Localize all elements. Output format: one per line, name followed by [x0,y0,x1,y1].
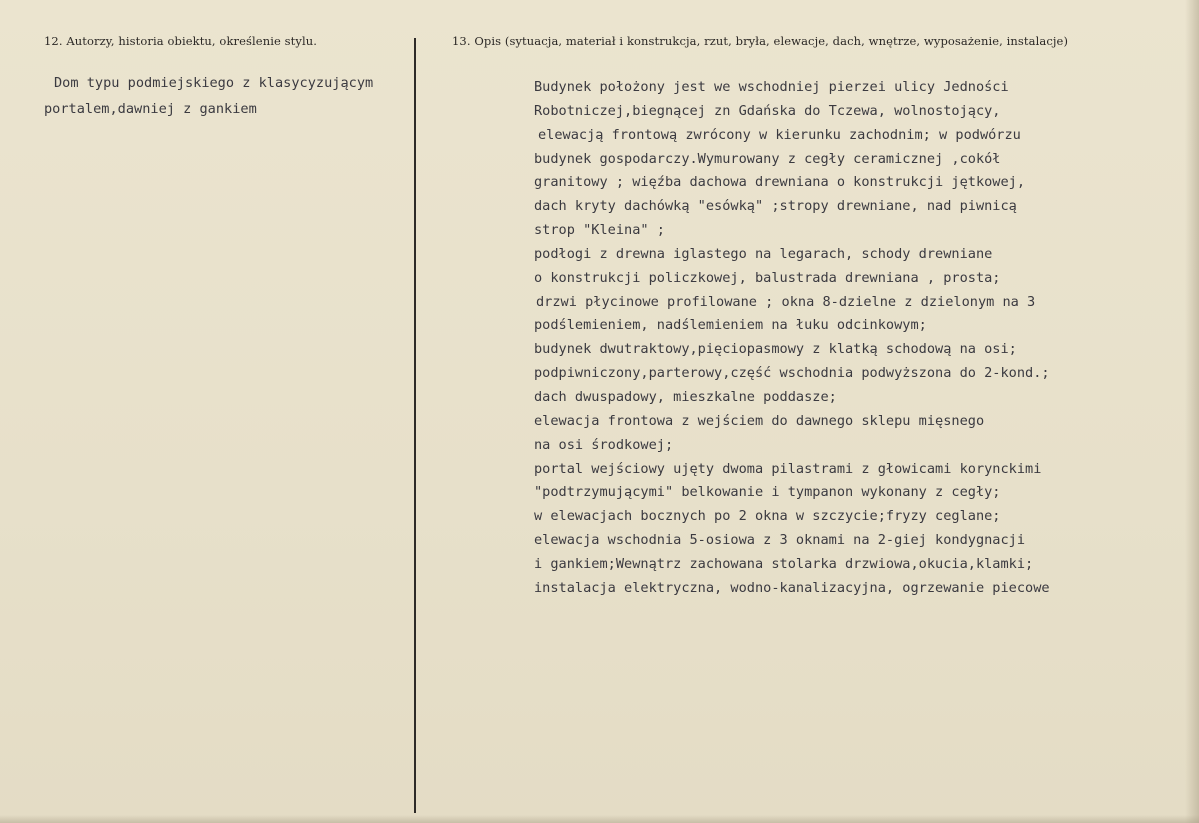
typed-line: elewacją frontową zwrócony w kierunku zachodnim; w podwórzu [538,126,1021,143]
typed-line: strop "Kleina" ; [534,222,665,239]
typed-line: "podtrzymującymi" belkowanie i tympanon wykonany z cegły; [534,484,1001,501]
section-12-heading: 12. Autorzy, historia obiektu, określenie stylu. [44,34,318,48]
typed-line: Robotniczej,biegnącej zn Gdańska do Tczewa, wolnostojący, [534,102,1001,119]
typed-line: podpiwniczony,parterowy,część wschodnia podwyższona do 2-kond.; [534,365,1050,382]
typed-line: o konstrukcji policzkowej, balustrada drewniana , prosta; [534,269,1001,286]
section-12-typed-text [44,70,373,122]
section-13-typed-text [534,76,1050,601]
typed-line: i gankiem;Wewnątrz zachowana stolarka drzwiowa,okucia,klamki; [534,555,1034,572]
typed-line: na osi środkowej; [534,436,674,453]
page-edge-shadow-bottom [0,815,1199,823]
typed-line: granitowy ; więźba dachowa drewniana o konstrukcji jętkowej, [534,174,1026,191]
column-divider [414,38,416,813]
typed-line: budynek dwutraktowy,pięciopasmowy z klatką schodową na osi; [534,341,1017,358]
typed-line: portal wejściowy ujęty dwoma pilastrami z głowicami korynckimi [534,460,1042,477]
typed-line: elewacja wschodnia 5-osiowa z 3 oknami na 2-giej kondygnacji [534,532,1026,549]
page-edge-shadow-right [1185,0,1199,823]
section-13-heading: 13. Opis (sytuacja, materiał i konstrukcja, rzut, bryła, elewacje, dach, wnętrze, wyposażenie, instalacje) [452,34,1069,48]
typed-line: portalem,dawniej z gankiem [44,101,257,117]
typed-line: elewacja frontowa z wejściem do dawnego sklepu mięsnego [534,412,985,429]
typed-line: podślemieniem, nadślemieniem na łuku odcinkowym; [534,317,927,334]
typed-line: instalacja elektryczna, wodno-kanalizacyjna, ogrzewanie piecowe [534,579,1050,596]
typed-line: Dom typu podmiejskiego z klasycyzującym [54,75,374,91]
typed-line: Budynek położony jest we wschodniej pierzei ulicy Jedności [534,79,1009,95]
typed-line: dach dwuspadowy, mieszkalne poddasze; [534,388,837,405]
typed-line: dach kryty dachówką "esówką" ;stropy drewniane, nad piwnicą [534,198,1017,215]
typed-line: w elewacjach bocznych po 2 okna w szczycie;fryzy ceglane; [534,508,1001,525]
typed-line: podłogi z drewna iglastego na legarach, schody drewniane [534,245,993,262]
typed-line: drzwi płycinowe profilowane ; okna 8-dzielne z dzielonym na 3 [536,293,1036,310]
typed-line: budynek gospodarczy.Wymurowany z cegły ceramicznej ,cokół [534,150,1001,167]
